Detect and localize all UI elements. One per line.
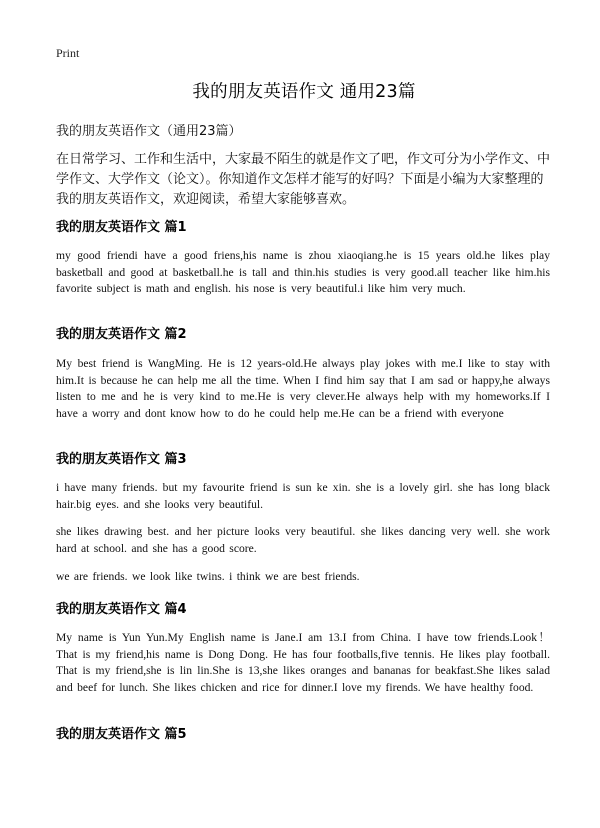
section-paragraph: i have many friends. but my favourite friend is sun ke xin. she is a lovely girl. she has long black hair.big eyes. and she looks very beautiful. bbox=[56, 481, 550, 511]
section-heading: 我的朋友英语作文 篇2 bbox=[56, 327, 187, 342]
section-paragraph: she likes drawing best. and her picture looks very beautiful. she likes dancing very well. she work hard at school. and she has a good score. bbox=[56, 525, 550, 555]
section-paragraph: we are friends. we look like twins. i think we are best friends. bbox=[56, 570, 360, 583]
section-paragraph: My best friend is WangMing. He is 12 years-old.He always play jokes with me.I like to stay with him.It is because he can help me all the time. When I find him say that I am sad or happy,he always listen to me and he is very kind to me.He is very clever.He always help with my homeworks.If I have a worry and dont know how to do he could help me.He can be a friend with everyone bbox=[56, 357, 550, 420]
section-heading: 我的朋友英语作文 篇1 bbox=[56, 220, 187, 235]
section-heading: 我的朋友英语作文 篇3 bbox=[56, 452, 187, 467]
page-title: 我的朋友英语作文 通用23篇 bbox=[192, 82, 416, 102]
section-paragraph: My name is Yun Yun.My English name is Jane.I am 13.I from China. I have tow friends.Look！ That is my friend,his name is Dong Dong. He has four footballs,five tennis. He likes play football. That is my friend,she is lin lin.She is 13,she likes oranges and bananas for beakfast.She likes salad and beef for lunch. She likes chicken and rice for dinner.I love my firends. We have healthy food. bbox=[56, 631, 550, 694]
section-heading: 我的朋友英语作文 篇5 bbox=[56, 727, 187, 742]
print-label: Print bbox=[56, 46, 80, 60]
section-paragraph: my good friendi have a good friens,his name is zhou xiaoqiang.he is 15 years old.he likes play basketball and good at basketball.he is tall and thin.his studies is very good.all teacher like him.his favorite subject is math and english. his nose is very beautiful.i like him very much. bbox=[56, 249, 550, 296]
section-heading: 我的朋友英语作文 篇4 bbox=[56, 602, 187, 617]
document-subtitle: 我的朋友英语作文（通用23篇） bbox=[56, 124, 242, 139]
intro-paragraph: 在日常学习、工作和生活中，大家最不陌生的就是作文了吧，作文可分为小学作文、中学作文、大学作文（论文）。你知道作文怎样才能写的好吗？下面是小编为大家整理的我的朋友英语作文，欢迎阅读，希望大家能够喜欢。 bbox=[56, 152, 551, 207]
